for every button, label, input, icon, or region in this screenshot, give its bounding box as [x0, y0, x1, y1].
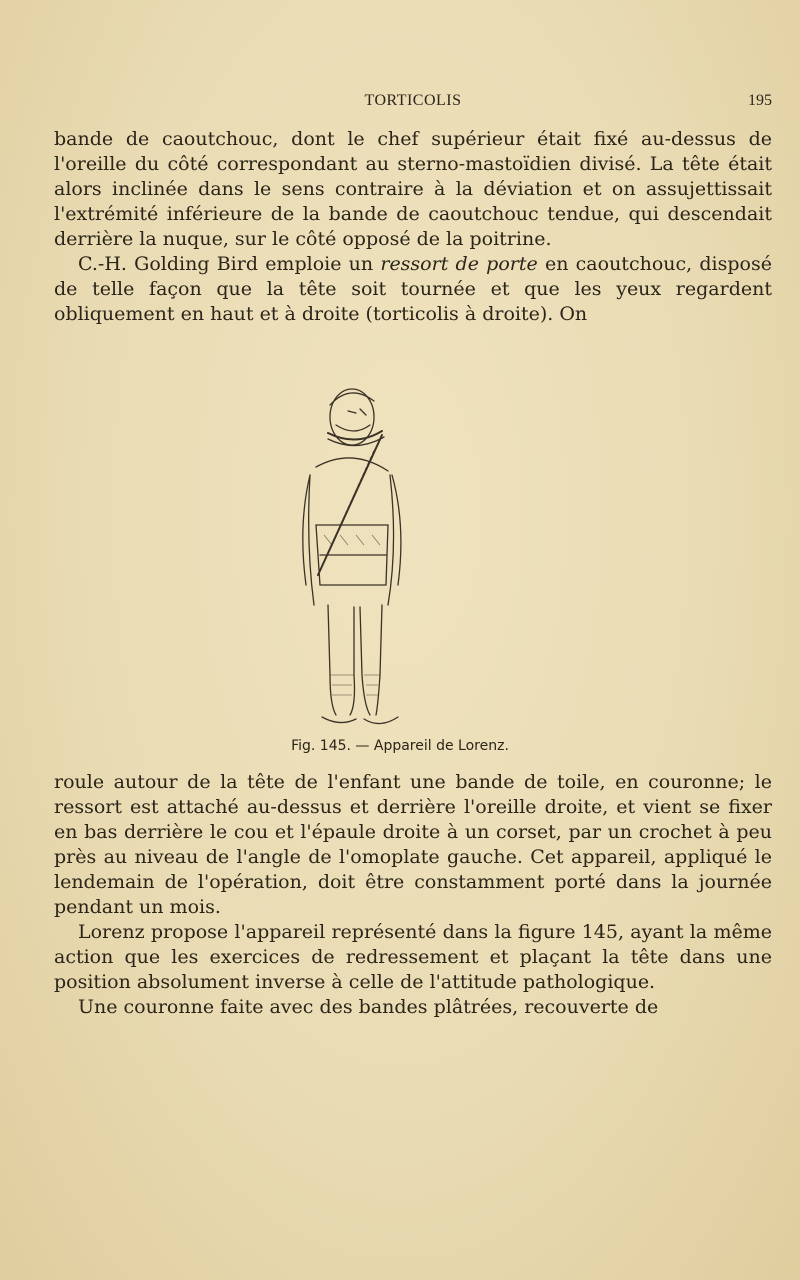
- paragraph: Une couronne faite avec des bandes plâtrées, recouverte de: [78, 996, 659, 1018]
- text-block-bottom: [54, 770, 772, 1020]
- text-block-top: [54, 127, 772, 327]
- italic-term: ressort de porte: [380, 253, 538, 275]
- paragraph: roule autour de la tête de l'enfant une bande de toile, en couronne; le ressort est attaché au-dessus et derrière l'oreille droite, et vient se fixer en bas derrière le cou et l'épaule droite à un corset, par un crochet à peu près au niveau de l'angle de l'omoplate gauche. Cet appareil, appliqué le lendemain de l'opération, doit être constamment porté dans la journée pendant un mois.: [54, 771, 772, 918]
- figure-caption: Fig. 145. — Appareil de Lorenz.: [291, 738, 509, 754]
- text-run: C.-H. Golding Bird emploie un: [78, 253, 381, 275]
- paragraph: bande de caoutchouc, dont le chef supérieur était fixé au-dessus de l'oreille du côté correspondant au sterno-mastoïdien divisé. La tête était alors inclinée dans le sens contraire à la déviation et on assujettissait l'extrémité inférieure de la bande de caoutchouc tendue, qui descendait derrière la nuque, sur le côté opposé de la poitrine.: [54, 128, 772, 250]
- text-run: en caoutchouc, disposé de telle façon que la tête soit tournée et que les yeux regardent obliquement en haut et à droite (torticolis à droite). On: [54, 253, 772, 325]
- figure-lorenz-apparatus: [270, 375, 530, 775]
- paragraph: [54, 252, 772, 327]
- paragraph: Lorenz propose l'appareil représenté dans la figure 145, ayant la même action que les exercices de redressement et plaçant la tête dans une position absolument inverse à celle de l'attitude pathologique.: [54, 921, 772, 993]
- page-number: 195: [748, 92, 772, 109]
- running-title: TORTICOLIS: [364, 92, 462, 109]
- child-figure-illustration: [270, 375, 530, 735]
- page-header: [54, 92, 772, 120]
